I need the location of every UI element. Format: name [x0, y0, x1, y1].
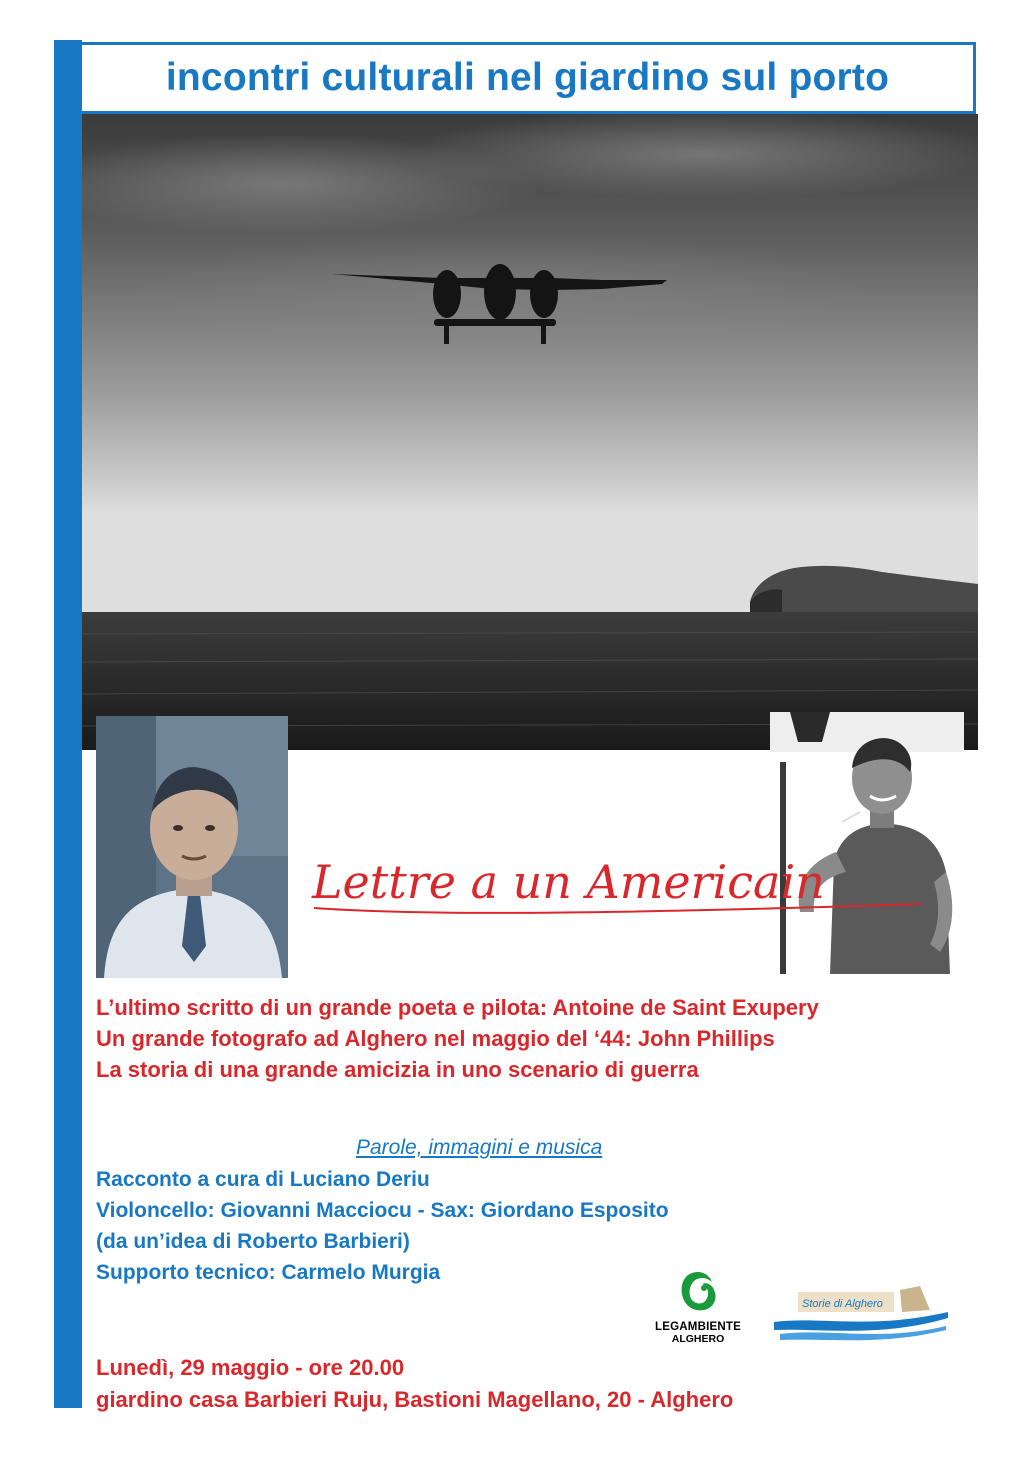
legambiente-logo — [648, 1270, 748, 1360]
header-banner — [82, 42, 976, 114]
program-subtitle: Parole, immagini e musica — [356, 1136, 603, 1159]
main-photo-plane-over-sea — [82, 114, 978, 750]
credit-line: (da un’idea di Roberto Barbieri) — [96, 1230, 410, 1253]
left-blue-bar — [54, 40, 82, 1408]
event-venue: giardino casa Barbieri Ruju, Bastioni Magellano, 20 - Alghero — [96, 1387, 734, 1412]
page-title: incontri culturali nel giardino sul porto — [165, 56, 890, 99]
storie-di-alghero-logo — [770, 1282, 952, 1346]
intro-line: La storia di una grande amicizia in uno scenario di guerra — [96, 1057, 699, 1082]
legambiente-label: LEGAMBIENTE — [655, 1321, 741, 1333]
storie-label: Storie di Alghero — [802, 1298, 883, 1310]
legambiente-sublabel: ALGHERO — [671, 1333, 725, 1345]
program-credits — [96, 1164, 669, 1288]
credit-line: Supporto tecnico: Carmelo Murgia — [96, 1261, 441, 1284]
event-date-time: Lunedì, 29 maggio - ore 20.00 — [96, 1355, 405, 1380]
credit-line: Violoncello: Giovanni Macciocu - Sax: Giordano Esposito — [96, 1199, 669, 1222]
script-title-lettre — [310, 846, 930, 926]
portrait-saint-exupery — [96, 716, 288, 978]
swan-icon — [678, 1270, 718, 1314]
intro-line: L’ultimo scritto di un grande poeta e pilota: Antoine de Saint Exupery — [96, 995, 819, 1020]
script-title-text: Lettre a un Americain — [312, 855, 825, 909]
intro-line: Un grande fotografo ad Alghero nel maggio del ‘44: John Phillips — [96, 1026, 775, 1051]
portrait-john-phillips — [770, 712, 964, 974]
event-info — [96, 1352, 733, 1416]
credit-line: Racconto a cura di Luciano Deriu — [96, 1168, 430, 1191]
intro-lines — [96, 992, 819, 1085]
